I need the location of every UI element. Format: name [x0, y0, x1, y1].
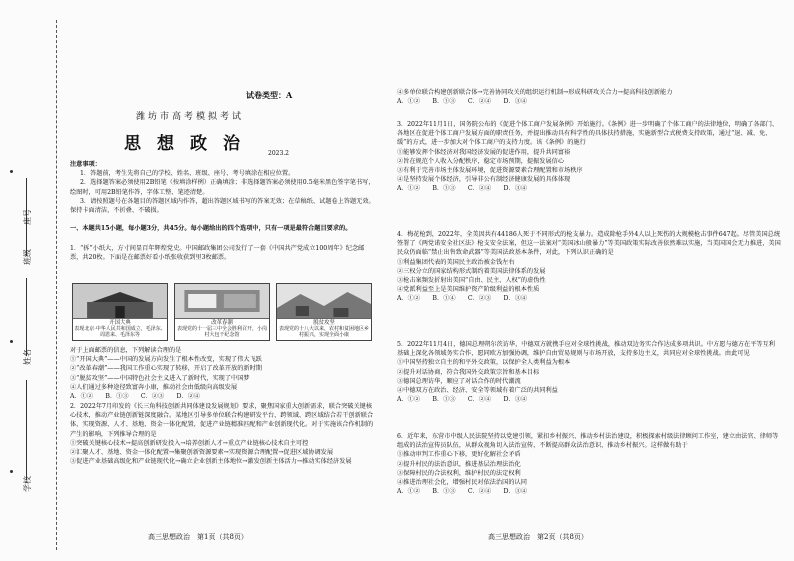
- option: ④党派利益至上是美国维护资产阶级利益的根本性质: [397, 286, 540, 294]
- notice: [70, 160, 376, 215]
- question-2-stem: 2．2022年7月印发的《长三角科技创新共同体建设发展规划》要求，聚焦国家重大创新需求，联合突破关键核心技术，推动产业链创新链深度融合。某地区引导多单位联合构建研发平台，跨领域、跨区域结合若干创新联合体，实现资源、人才、基地、资金一体化配置，促进产业链精准匹配和产业创新现代化。对于实施该合作机制的产生的影响，下列推导合理的是: [70, 403, 374, 438]
- exam-title: 潍坊市高考模拟考试: [135, 112, 244, 122]
- option: ④推进治理社会化，增强村民对依法治国的认同: [397, 479, 527, 487]
- option: ④是坚持发展个体经济，引导非公有制经济健康发展的具体体现: [397, 176, 571, 184]
- answer-choices: A．①② B．①③ C．②③ D．②④: [70, 393, 201, 401]
- option: ①突破关键核心技术→提高创新研发投入→培养创新人才→重点产业链核心技术自主可控: [70, 439, 309, 447]
- notice-item: 3．请按照题号在各题目的答题区域内作答，超出答题区域书写的答案无效；在草稿纸、试题卷上答题无效。保持卡面清洁，不折叠、不破损。: [70, 197, 375, 215]
- notice-title: 注意事项：: [70, 161, 101, 168]
- stamp-title: 脱贫攻坚: [313, 320, 335, 326]
- option: ②“改革春潮”——我国工作重心实现了转移，开启了改革开放的新时期: [70, 365, 262, 373]
- subject-title: 思想政治: [124, 134, 256, 154]
- option: ①能够发挥个体经济对我国经济发展的促进作用，提升共同富裕: [397, 148, 571, 156]
- answer-choices: A．①② B．①④ C．②③ D．③④: [397, 295, 528, 303]
- stamp-images: [72, 283, 372, 341]
- reform-illustration: [175, 284, 269, 322]
- page-footer-right: 高三思想政治 第2页（共8页）: [488, 533, 588, 541]
- answer-choices: A．①② B．①③ C．②④ D．③④: [397, 98, 528, 106]
- stamp-desc: 表现北京·中华人民共和国成立，毛泽东、周恩来、毛泽东等: [74, 326, 166, 338]
- question-1-body: [70, 346, 376, 401]
- margin-dot: [10, 170, 13, 173]
- question-3-stem: 3．2022年11月1日，国务院公布的《促进个体工商户发展条例》开始施行。《条例》进一步明确了个体工商户的法律地位，明确了各部门、各地区在促进个体工商户发展方面的职责任务，并提出推动具有科学性的具体扶持措施，实施新型合式税费支持政策，通过“退、减、免、缓”的方式，进一步加大对个体工商户的支持力度。该《条例》的施行: [397, 121, 779, 147]
- option: ③促进产业基础高级化和产业链现代化→确立企业创新主体地位→激发创新主体活力→推动实体经济发展: [70, 458, 352, 466]
- question-1-lead: 对于上面邮票的信息，下列解读合理的是: [70, 347, 182, 354]
- margin-dot: [10, 470, 13, 473]
- question-3: [397, 120, 781, 194]
- stamp-caption: [277, 318, 371, 340]
- option: ①利益集团代表的美国民主政治被金钱左右: [397, 258, 515, 266]
- school-line: [26, 380, 27, 480]
- village-illustration: [277, 284, 371, 322]
- option: ②旨在规范个人收入分配秩序，稳定市场预期，提振发展信心: [397, 157, 565, 165]
- option: ②提升村民的法治意识，推进基层治理法治化: [397, 460, 521, 468]
- tiananmen-illustration: [73, 284, 167, 322]
- margin-dot: [10, 340, 13, 343]
- school-label: 学校: [23, 476, 32, 492]
- stamp-image-poverty: [276, 283, 372, 341]
- option: ①“开国大典”——中国的发展方向发生了根本性改变，实现了伟大飞跃: [70, 356, 262, 364]
- option: ③保障村民的合法权利，维护村民的法定权利: [397, 469, 521, 477]
- option: ②三权分立的国家结构形式制约着美国法律体系的发展: [397, 267, 546, 275]
- question-4: [397, 230, 781, 304]
- binding-margin: [0, 0, 60, 561]
- option: ②汇聚人才、基地、资金一体化配置→集聚创新资源要素→实现资源合理配置→促进区域协调发展: [70, 449, 334, 457]
- stamp-image-founding-ceremony: [72, 283, 168, 341]
- option: ③枪击案频发折射出美国“自由、民主、人权”的虚伪性: [397, 277, 546, 285]
- question-2-continued: [397, 88, 781, 106]
- question-6-stem: 6．近年来，东营市中级人民法院坚持以党建引领，紧扣乡村振兴、推动乡村法治建设，积极探索村级法律顾问工作室，建立由法官、律师等组成的法治宣传员队伍，从群众视角切入法治宣传，不断提高群众法治意识，推动乡村振兴。这样做有助于: [397, 433, 779, 450]
- option: ③德国总理访华，顺应了对话合作的时代潮流: [397, 377, 521, 385]
- stamp-desc: 表现党的十一届三中全会胜利召开，小岗村大包干纪念馆: [176, 326, 267, 338]
- option: ④人们通过多种途径致富奔小康，推动社会由低级向高级发展: [70, 383, 238, 391]
- answer-choices: A．①② B．①③ C．②④ D．③④: [397, 185, 528, 193]
- question-5: [397, 340, 781, 404]
- question-2: [70, 402, 376, 466]
- answer-choices: A．①② B．①③ C．②④ D．③④: [397, 488, 528, 496]
- stamp-title: 开国大典: [109, 320, 131, 326]
- exam-type: 试卷类型：A: [246, 90, 293, 100]
- option: ④中德双方在政治、经济、安全等领域有着广泛的共同利益: [397, 387, 558, 395]
- stamp-title: 改革春潮: [211, 320, 233, 326]
- stamp-desc: 表现党的十八大以来，农村和贫困地区乡村振兴，实现全面小康: [278, 326, 369, 338]
- number-label: 座号: [23, 209, 32, 225]
- page-footer-left: 高三思想政治 第1页（共8页）: [148, 533, 248, 541]
- option: ①推动审判工作重心下移，更好化解社会矛盾: [397, 451, 521, 459]
- option: ②提升对话协商，符合我国外交政策宗旨和基本目标: [397, 368, 540, 376]
- stamp-caption: [175, 318, 269, 340]
- exam-date: 2023.2: [268, 150, 289, 157]
- name-label: 姓名: [23, 349, 32, 365]
- class-label: 班级: [23, 249, 32, 265]
- notice-item: 2．选择题答案必须使用2B铅笔（按填涂样例）正确填涂；非选择题答案必须使用0.5毫米黑色签字笔书写，绘图时，可用2B铅笔作答，字体工整、笔迹清楚。: [70, 179, 375, 196]
- question-6: [397, 432, 781, 496]
- question-5-stem: 5．2022年11月4日，德国总理朔尔茨访华，中德双方就携手应对全球性挑战，推动双边务实合作达成多项共识。中方愿与德方在平等互利基础上深化各领域务实合作，愿同欧方加强协调，维护自由贸易规则与市场开放，支持多边主义，共同应对全球性挑战。由此可见: [397, 341, 775, 358]
- name-line: [26, 278, 27, 356]
- option: ③“脱贫攻坚”——中国特色社会主义进入了新时代，实现了中国梦: [70, 374, 250, 382]
- answer-choices: A．①② B．①③ C．②④ D．③④: [397, 396, 528, 404]
- stamp-image-reform-tide: [174, 283, 270, 341]
- section-heading: 一、本题共15小题，每小题3分，共45分。每小题给出的四个选项中，只有一项是最符合题目要求的。: [70, 225, 352, 232]
- notice-item: 1．答题前，考生先将自己的学校、姓名、班级、座号、考号填涂在相应位置。: [80, 170, 295, 178]
- option: ③有利于完善市场主体发展环境，促进资源要素合理配置和市场秩序: [397, 167, 583, 175]
- option: ④多单位联合构建创新联合体→完善协同攻关的组织运行机制→形成科研攻关合力→提高科技创新能力: [397, 89, 673, 96]
- question-1-stem: 1．“拆”小纸大，方寸间显百年辉煌党史。中国邮政集团公司发行了一套《中国共产党成立100周年》纪念邮票，共20枚。下面是在邮票好看小纸张收获到里3枚邮票。: [70, 245, 365, 262]
- option: ①中国坚持独立自主的和平外交政策，以保护全人类利益为根本: [397, 359, 571, 367]
- stamp-caption: [73, 318, 167, 340]
- cut-line: [56, 20, 57, 550]
- question-4-stem: 4．梅花枪到，2022年，全美因共有44186人死于不同形式的枪支暴力。造成除枪手外4人以上死伤的大规模枪击事件647起。尽管美国总统签署了《两党诺安全社区法》枪支安全法案，但这一法案对“美国冰山般暴力”等美国政策实际改善依然难以实施，当美国国会无力推进，美国民众仍面临“禁止出售致命武器”等美国法政基本条件，对此，下列认识正确的是: [397, 231, 781, 257]
